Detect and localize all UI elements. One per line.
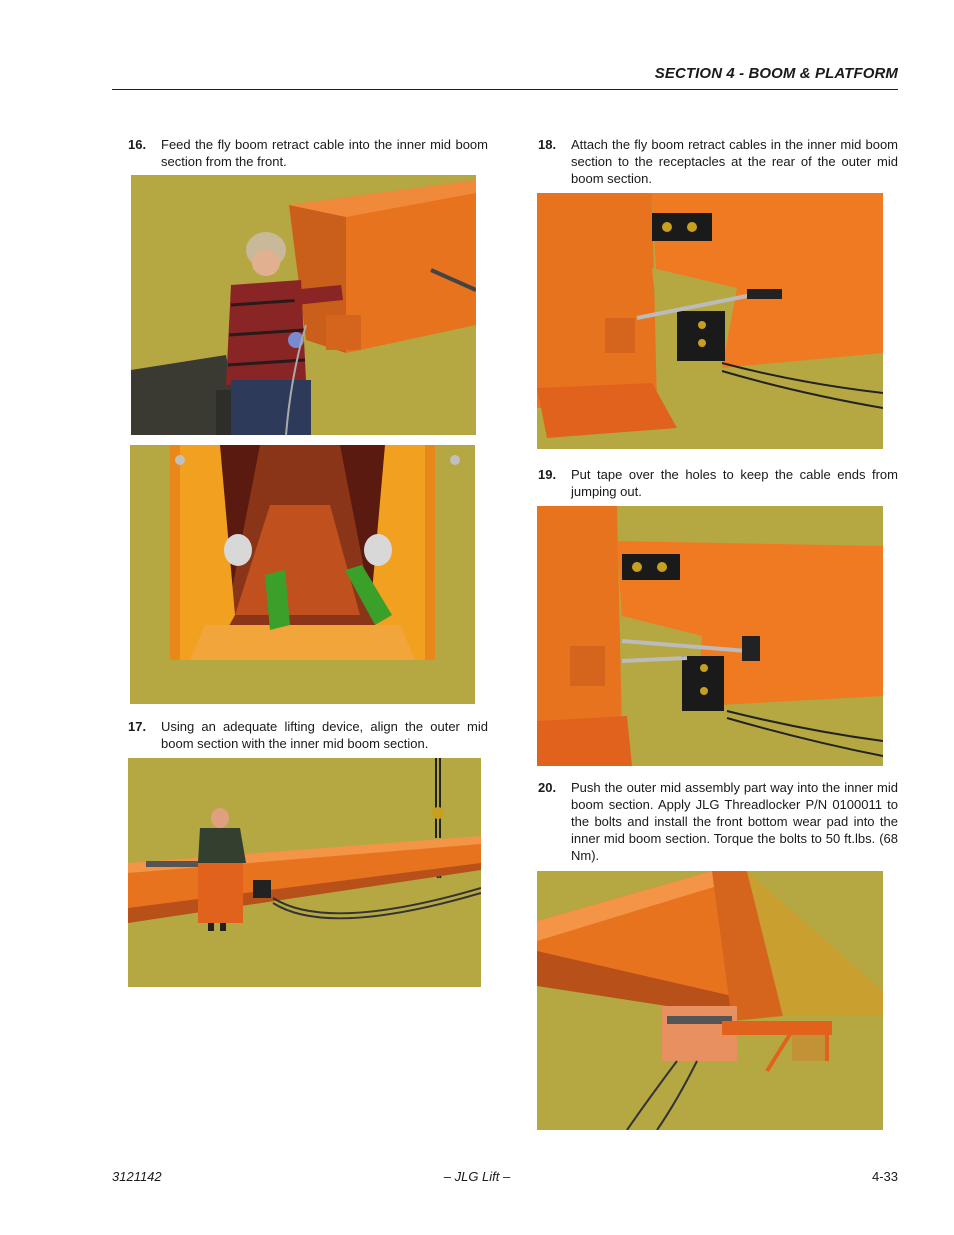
step-number: 20. — [538, 780, 557, 795]
footer-doc-number: 3121142 — [112, 1169, 162, 1184]
photo-inside-boom — [130, 445, 475, 704]
photo-cable-receptacles — [537, 193, 883, 449]
header-rule — [112, 89, 898, 90]
photo-push-outer-mid — [537, 871, 883, 1130]
step-text: Push the outer mid assembly part way into the inner mid boom section. Apply JLG Threadlocker P/N 0100011 to the bolts and install the front bottom wear pad into the inner mid boom section. Torque the bolts to 50 ft.lbs. (68 Nm). — [571, 780, 898, 863]
photo-tape-over-holes — [537, 506, 883, 766]
photo-man-feeding-cable — [131, 175, 476, 435]
step-text: Put tape over the holes to keep the cable ends from jumping out. — [571, 467, 898, 499]
footer-page-number: 4-33 — [871, 1169, 898, 1184]
step-number: 16. — [128, 137, 147, 152]
step-number: 19. — [538, 467, 557, 482]
step-text: Feed the fly boom retract cable into the inner mid boom section from the front. — [161, 137, 488, 169]
step-18 — [538, 136, 898, 190]
step-number: 18. — [538, 137, 557, 152]
step-text: Attach the fly boom retract cables in the inner mid boom section to the receptacles at the rear of the outer mid boom section. — [571, 137, 898, 186]
step-text: Using an adequate lifting device, align the outer mid boom section with the inner mid boom section. — [161, 719, 488, 751]
footer-brand: – JLG Lift – — [443, 1169, 511, 1184]
photo-aligning-boom — [128, 758, 481, 987]
step-number: 17. — [128, 719, 147, 734]
step-17 — [128, 718, 488, 754]
step-16 — [128, 136, 488, 172]
section-title: SECTION 4 - BOOM & PLATFORM — [654, 65, 898, 82]
step-19 — [538, 466, 898, 502]
step-20 — [538, 779, 898, 867]
